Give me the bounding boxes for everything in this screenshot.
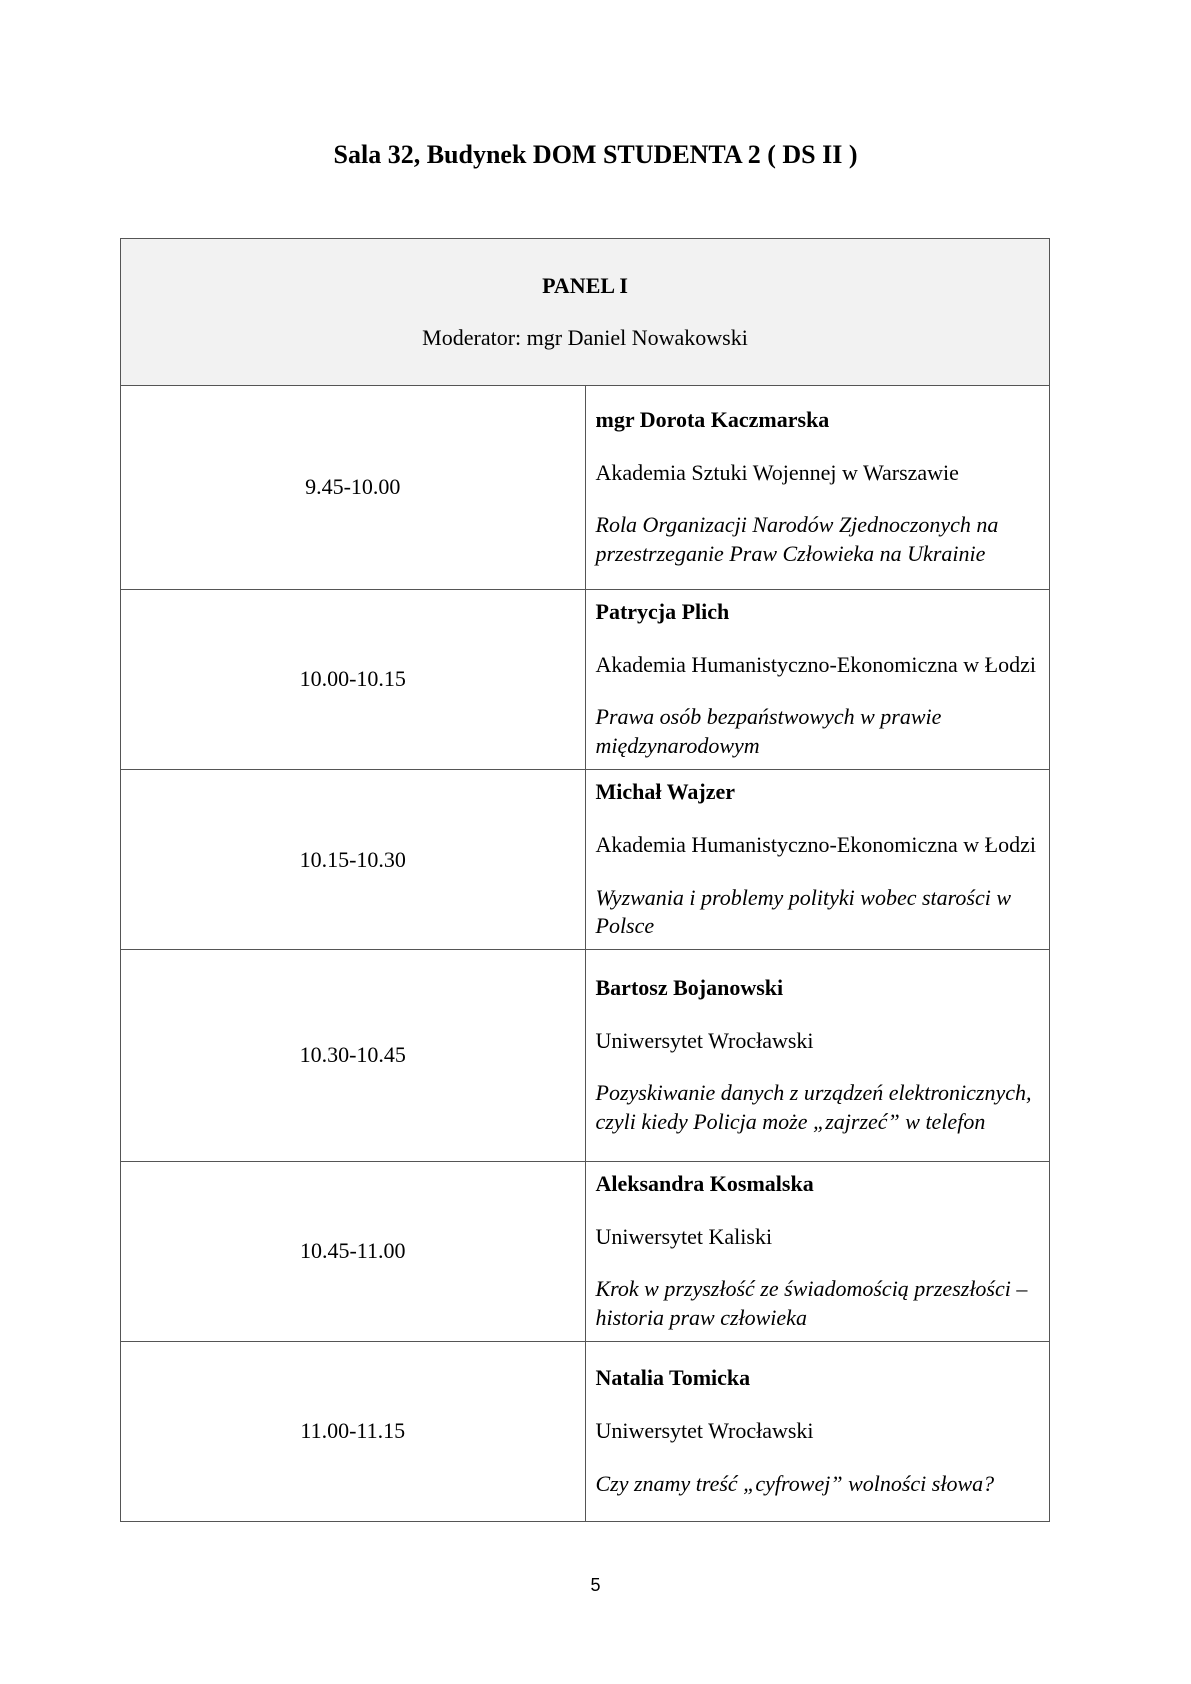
session-institution: Uniwersytet Kaliski bbox=[595, 1223, 773, 1249]
session-row bbox=[121, 589, 1050, 769]
session-info bbox=[585, 385, 1050, 589]
session-time: 10.00-10.15 bbox=[121, 589, 586, 769]
page-heading: Sala 32, Budynek DOM STUDENTA 2 ( DS II ) bbox=[333, 140, 858, 169]
session-title: Prawa osób bezpaństwowych w prawie międzynarodowym bbox=[595, 704, 942, 758]
session-institution: Akademia Humanistyczno-Ekonomiczna w Łodzi bbox=[595, 651, 1036, 677]
session-info bbox=[585, 589, 1050, 769]
session-speaker: Aleksandra Kosmalska bbox=[595, 1170, 814, 1196]
session-institution: Uniwersytet Wrocławski bbox=[595, 1027, 814, 1053]
session-row bbox=[121, 950, 1050, 1161]
session-row bbox=[121, 1161, 1050, 1341]
session-row bbox=[121, 1341, 1050, 1521]
session-info bbox=[585, 769, 1050, 949]
session-info bbox=[585, 1161, 1050, 1341]
session-time: 10.15-10.30 bbox=[121, 769, 586, 949]
page-number: 5 bbox=[590, 1575, 601, 1595]
session-institution: Akademia Humanistyczno-Ekonomiczna w Łodzi bbox=[595, 832, 1036, 857]
session-info bbox=[585, 950, 1050, 1161]
panel-header-row bbox=[121, 239, 1050, 386]
session-time: 11.00-11.15 bbox=[121, 1341, 586, 1521]
session-time: 10.45-11.00 bbox=[121, 1161, 586, 1341]
session-institution: Akademia Sztuki Wojennej w Warszawie bbox=[595, 459, 959, 485]
session-speaker: Michał Wajzer bbox=[595, 779, 735, 805]
panel-header bbox=[121, 239, 1050, 386]
schedule-table bbox=[120, 238, 1050, 1522]
session-title: Krok w przyszłość ze świadomością przeszłości – historia praw człowieka bbox=[595, 1276, 1028, 1330]
session-time: 9.45-10.00 bbox=[121, 385, 586, 589]
session-speaker: Bartosz Bojanowski bbox=[595, 975, 784, 1001]
session-title: Pozyskiwanie danych z urządzeń elektronicznych, czyli kiedy Policja może „zajrzeć” w telefon bbox=[595, 1080, 1032, 1134]
session-time: 10.30-10.45 bbox=[121, 950, 586, 1161]
session-speaker: Natalia Tomicka bbox=[595, 1365, 751, 1391]
session-title: Czy znamy treść „cyfrowej” wolności słowa? bbox=[595, 1470, 995, 1496]
session-title: Rola Organizacji Narodów Zjednoczonych na przestrzeganie Praw Człowieka na Ukrainie bbox=[595, 512, 999, 566]
session-institution: Uniwersytet Wrocławski bbox=[595, 1418, 814, 1444]
session-title: Wyzwania i problemy polityki wobec starości w Polsce bbox=[595, 884, 1012, 939]
session-row bbox=[121, 769, 1050, 949]
session-row bbox=[121, 385, 1050, 589]
session-speaker: mgr Dorota Kaczmarska bbox=[595, 407, 830, 433]
panel-moderator: Moderator: mgr Daniel Nowakowski bbox=[422, 324, 748, 350]
panel-title: PANEL I bbox=[542, 272, 628, 298]
session-speaker: Patrycja Plich bbox=[595, 599, 730, 625]
session-info bbox=[585, 1341, 1050, 1521]
